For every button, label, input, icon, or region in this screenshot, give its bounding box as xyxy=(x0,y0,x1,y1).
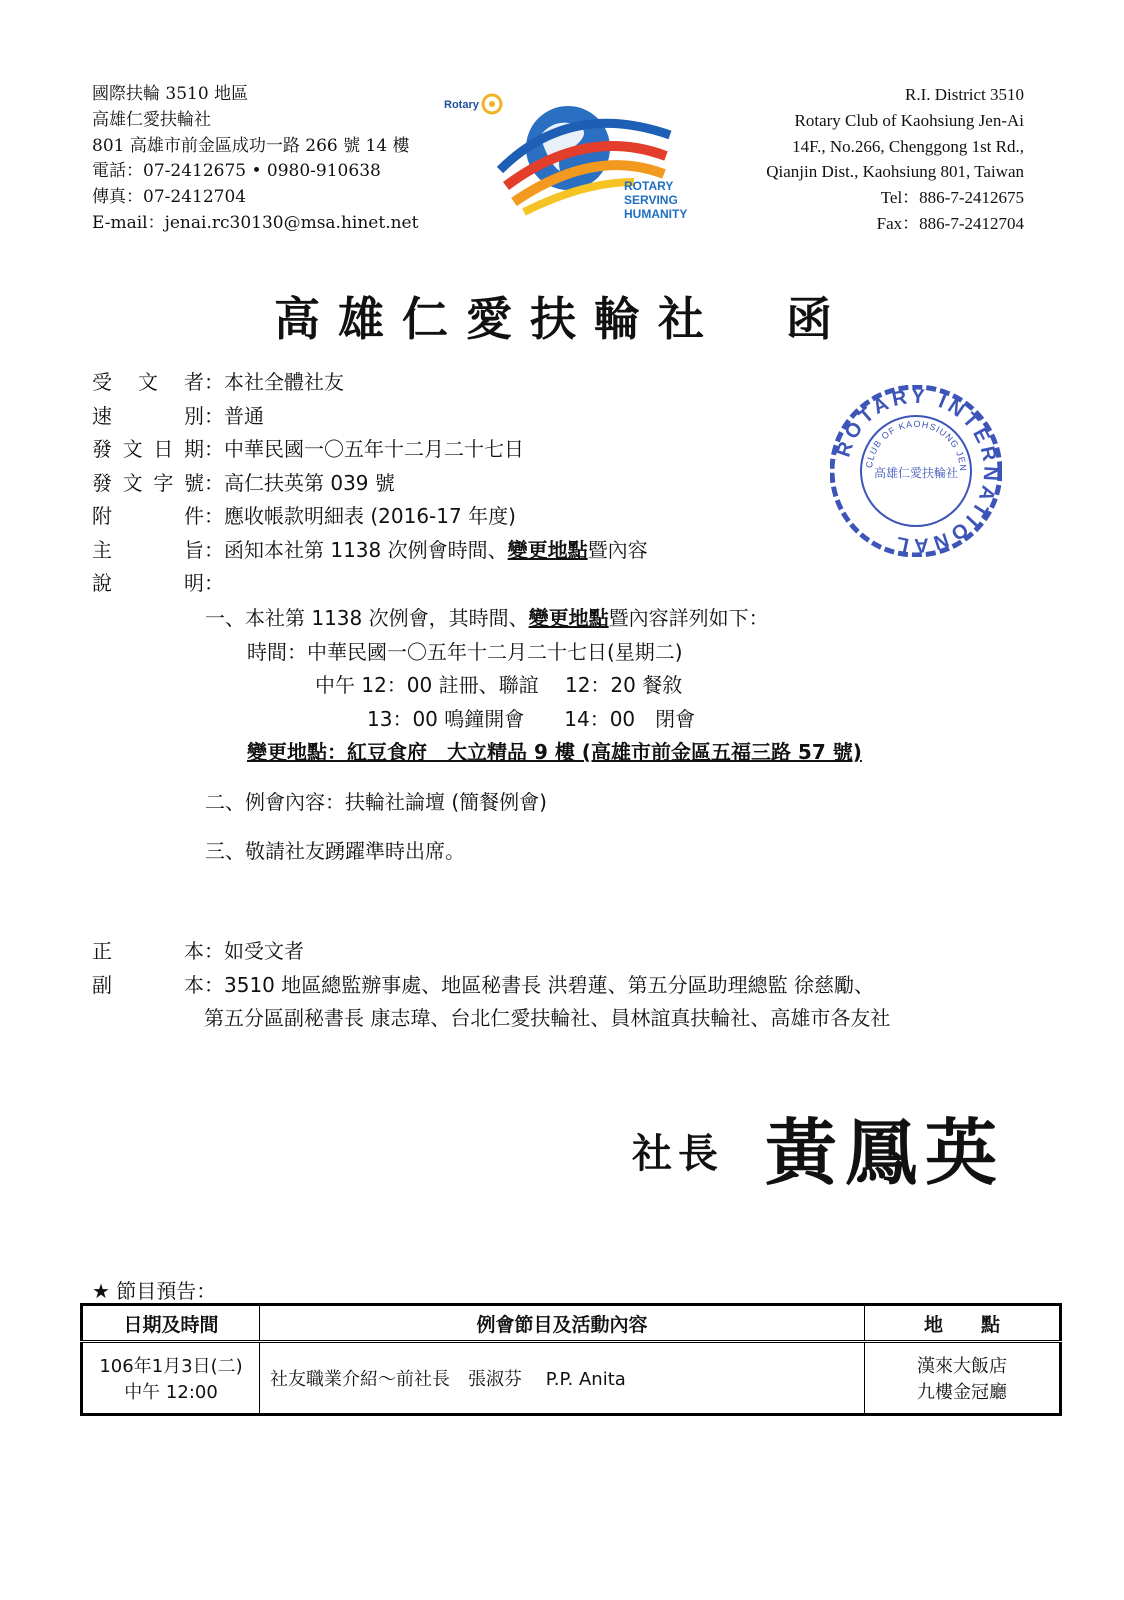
field-value: 高仁扶英第 039 號 xyxy=(224,470,395,495)
letterhead-line: 高雄仁愛扶輪社 xyxy=(92,109,211,130)
letterhead-line: 傳真：07-2412704 xyxy=(92,187,247,208)
rotary-wordmark: Rotary xyxy=(444,99,479,111)
program-preview-heading: ★ 節目預告： xyxy=(92,1279,217,1303)
body-item-2: 二、例會內容：扶輪社論壇 (簡餐例會) xyxy=(205,789,547,814)
letterhead-line: E-mail：jenai.rc30130@msa.hinet.net xyxy=(92,212,419,233)
field-value: 應收帳款明細表 (2016-17 年度) xyxy=(224,504,516,528)
club-seal-stamp xyxy=(830,385,1002,557)
svg-text:ROTARY INTERNATIONAL: ROTARY INTERNATIONAL xyxy=(832,385,1002,557)
letterhead-english xyxy=(766,82,1024,237)
letterhead-line: Qianjin Dist., Kaohsiung 801, Taiwan xyxy=(766,162,1024,182)
distribution-list xyxy=(92,935,890,1036)
letterhead-line: 14F., No.266, Chenggong 1st Rd., xyxy=(792,136,1024,156)
field-recipient: 受 文 者 ： 本社全體社友 xyxy=(92,366,648,400)
letterhead-line: R.I. District 3510 xyxy=(905,85,1024,104)
logo-tagline: HUMANITY xyxy=(624,207,688,221)
table-row xyxy=(82,1342,1061,1415)
signature-role: 社長 xyxy=(632,1130,724,1177)
column-header: 例會節目及活動內容 xyxy=(260,1305,865,1342)
meeting-schedule-1: 中午 12：00 註冊、聯誼 12：20 餐敘 xyxy=(315,673,683,697)
meeting-schedule-2: 13：00 鳴鐘開會 14：00 閉會 xyxy=(367,706,696,731)
svg-text:高雄仁愛扶輪社: 高雄仁愛扶輪社 xyxy=(873,466,959,480)
field-value: 普通 xyxy=(224,403,264,428)
document-title: 高雄仁愛扶輪社 函 xyxy=(274,292,850,346)
logo-tagline: ROTARY xyxy=(624,179,674,193)
svg-text:CLUB OF KAOHSIUNG JEN-AI: CLUB OF KAOHSIUNG JEN xyxy=(864,418,969,473)
letterhead-line: Tel：886-7-2412675 xyxy=(880,188,1024,208)
field-attachment: 附 件 ： 應收帳款明細表 (2016-17 年度) xyxy=(92,500,648,534)
field-reference: 發 文 字 號 ： 高仁扶英第 039 號 xyxy=(92,467,648,501)
carbon-copy: 副 本 ： 3510 地區總監辦事處、地區秘書長 洪碧蓮、第五分區助理總監 徐慈勵、 xyxy=(92,972,874,997)
column-header: 日期及時間 xyxy=(82,1305,260,1342)
field-description: 說 明 ： xyxy=(92,571,224,595)
body-item-1: 一、本社第 1138 次例會，其時間、變更地點暨內容詳列如下： xyxy=(205,606,769,630)
place-cell: 漢來大飯店 九樓金冠廳 xyxy=(865,1342,1061,1415)
signature-name: 黃鳳英 xyxy=(765,1110,1006,1195)
letter-body xyxy=(205,602,862,869)
letterhead-line: 801 高雄市前金區成功一路 266 號 14 樓 xyxy=(92,135,410,156)
logo-tagline: SERVING xyxy=(624,193,678,207)
letterhead-line: 電話：07-2412675 • 0980-910638 xyxy=(92,161,381,182)
field-value: 中華民國一〇五年十二月二十七日 xyxy=(224,437,524,461)
field-date: 發 文 日 期 ： 中華民國一〇五年十二月二十七日 xyxy=(92,433,648,467)
main-copy: 正 本 ： 如受文者 xyxy=(92,939,304,963)
rotary-logo xyxy=(440,88,710,228)
body-item-3: 三、敬請社友踴躍準時出席。 xyxy=(205,839,465,863)
column-header: 地 點 xyxy=(865,1305,1061,1342)
letter-fields xyxy=(92,366,648,601)
field-value: 本社全體社友 xyxy=(224,370,344,394)
program-cell: 社友職業介紹～前社長 張淑芬 P.P. Anita xyxy=(260,1342,865,1415)
carbon-copy-continued: 第五分區副秘書長 康志瑋、台北仁愛扶輪社、員林誼真扶輪社、高雄市各友社 xyxy=(204,1006,891,1030)
letterhead-line: Fax：886-7-2412704 xyxy=(876,213,1024,233)
meeting-location: 變更地點：紅豆食府 大立精品 9 樓 (高雄市前金區五福三路 57 號) xyxy=(247,740,862,764)
letterhead-line: Rotary Club of Kaohsiung Jen-Ai xyxy=(794,110,1024,130)
letterhead-chinese xyxy=(92,82,418,237)
meeting-time: 時間：中華民國一〇五年十二月二十七日(星期二) xyxy=(247,639,683,664)
date-time-cell: 106年1月3日(二) 中午 12:00 xyxy=(82,1342,260,1415)
field-subject: 主 旨 ： 函知本社第 1138 次例會時間、 變更地點 暨內容 xyxy=(92,537,648,562)
letterhead-line: 國際扶輪 3510 地區 xyxy=(92,84,249,104)
program-preview-table xyxy=(80,1303,1062,1416)
field-priority: 速 別 ： 普通 xyxy=(92,400,648,434)
